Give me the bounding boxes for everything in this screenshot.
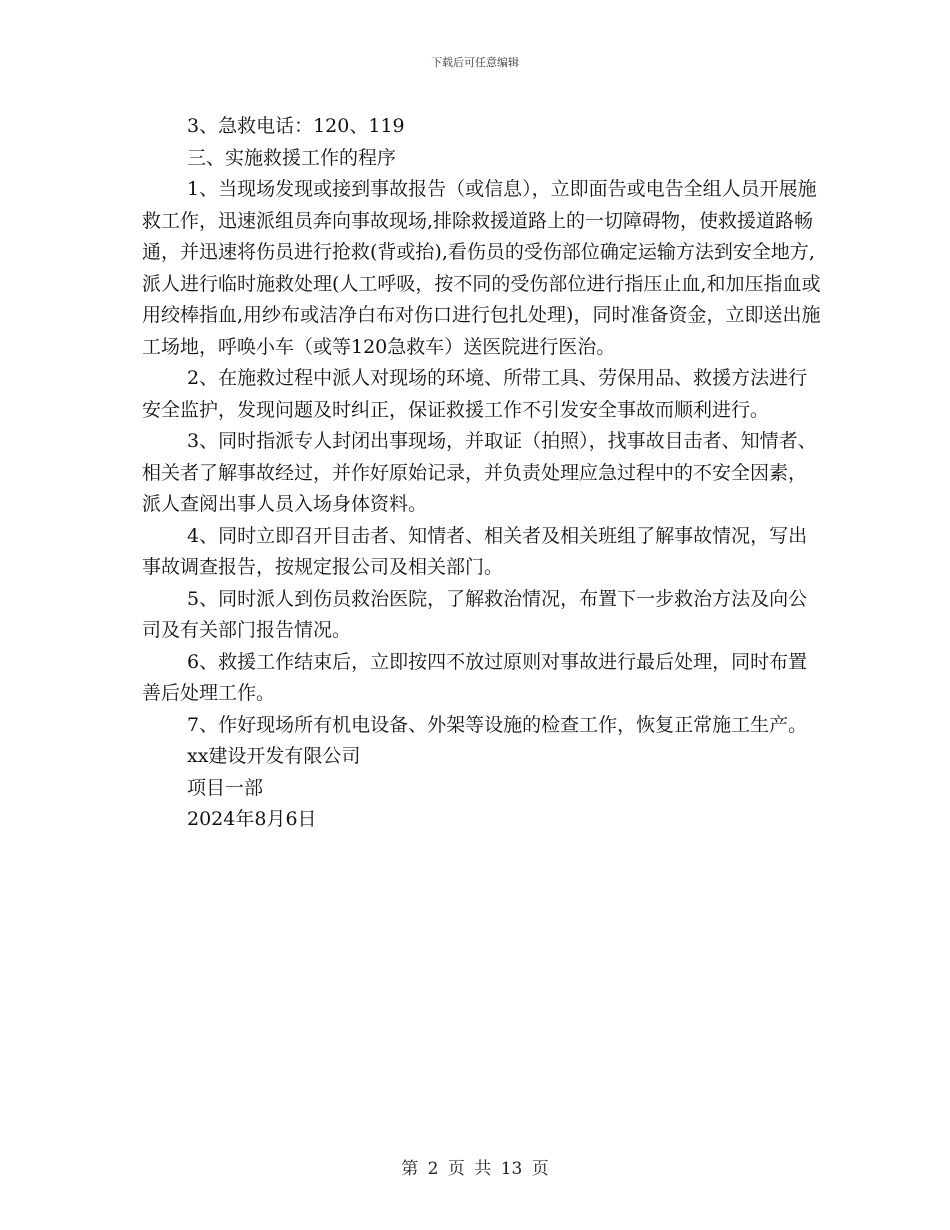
document-body bbox=[142, 111, 822, 836]
page-number: 第 2 页 共 13 页 bbox=[401, 1159, 549, 1179]
paragraph-step-7: 7、作好现场所有机电设备、外架等设施的检查工作，恢复正常施工生产。 bbox=[187, 713, 808, 736]
paragraph-step-3: 3、同时指派专人封闭出事现场，并取证（拍照），找事故目击者、知情者、相关者了解事故经过，并作好原始记录，并负责处理应急过程中的不安全因素，派人查阅出事人员入场身体资料。 bbox=[142, 430, 817, 515]
section-heading-rescue-procedure: 三、实施救援工作的程序 bbox=[187, 146, 397, 169]
page-header: 下载后可任意编辑 bbox=[431, 56, 519, 69]
paragraph-step-6: 6、救援工作结束后，立即按四不放过原则对事故进行最后处理，同时布置善后处理工作。 bbox=[142, 650, 808, 704]
paragraph-step-1: 1、当现场发现或接到事故报告（或信息），立即面告或电告全组人员开展施救工作，迅速派组员奔向事故现场,排除救援道路上的一切障碍物，使救援道路畅通，并迅速将伤员进行抢救(背或抬),看伤员的受伤部位确定运输方法到安全地方,派人进行临时施救处理(人工呼吸，按不同的受伤部位进行指压止血,和加压指血或用绞棒指血,用纱布或洁净白布对伤口进行包扎处理)，同时准备资金，立即送出施工场地，呼唤小车（或等120急救车）送医院进行医治。 bbox=[142, 178, 821, 358]
paragraph-step-2: 2、在施救过程中派人对现场的环境、所带工具、劳保用品、救援方法进行安全监护，发现问题及时纠正，保证救援工作不引发安全事故而顺利进行。 bbox=[142, 367, 808, 421]
paragraph-step-4: 4、同时立即召开目击者、知情者、相关者及相关班组了解事故情况，写出事故调查报告，按规定报公司及相关部门。 bbox=[142, 524, 808, 578]
paragraph-step-5: 5、同时派人到伤员救治医院，了解救治情况，布置下一步救治方法及向公司及有关部门报告情况。 bbox=[142, 587, 808, 641]
signature-date: 2024年8月6日 bbox=[187, 808, 317, 830]
signature-company: xx建设开发有限公司 bbox=[187, 745, 361, 767]
paragraph-emergency-phone: 3、急救电话：120、119 bbox=[187, 115, 405, 137]
signature-department: 项目一部 bbox=[187, 776, 264, 799]
